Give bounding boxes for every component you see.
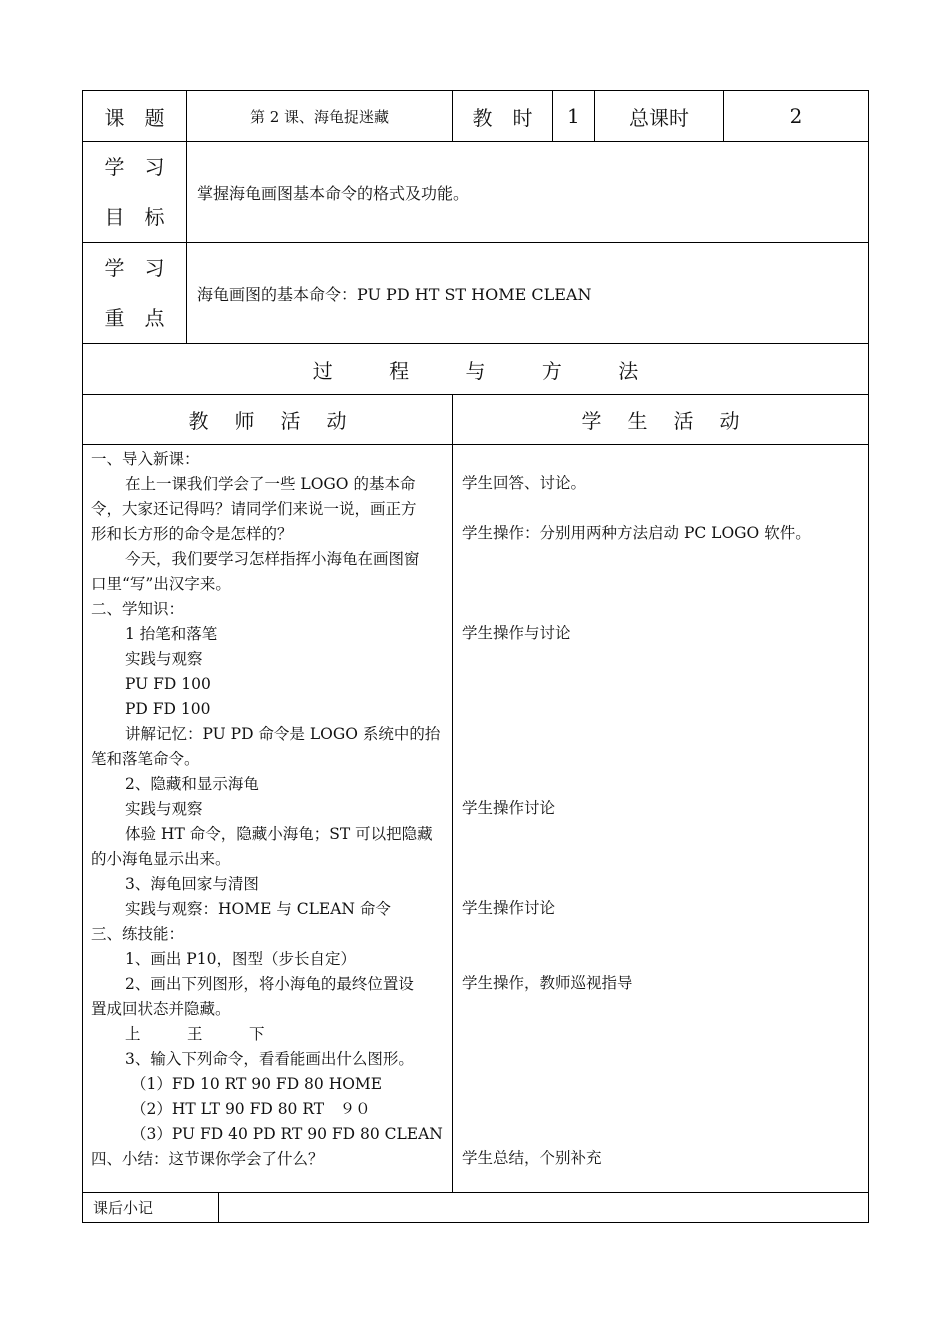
process-char: 法 — [618, 358, 639, 383]
teacher-line: 笔和落笔命令。 — [91, 750, 200, 768]
student-activity-header — [453, 395, 869, 445]
teacher-line: 一、导入新课： — [91, 450, 200, 468]
topic-label: 课 题 — [83, 91, 187, 142]
total-hours-value: 2 — [724, 91, 869, 142]
student-note: 学生总结，个别补充 — [462, 1149, 602, 1167]
student-note: 学生操作讨论 — [462, 899, 556, 917]
total-hours-label: 总课时 — [595, 91, 724, 142]
focus-label-line2: 重 点 — [104, 306, 165, 330]
teacher-header-char: 活 — [280, 409, 301, 433]
teacher-line: （3）PU FD 40 PD RT 90 FD 80 CLEAN — [131, 1125, 443, 1143]
teacher-line: 3、海龟回家与清图 — [125, 875, 259, 893]
teacher-line: 1、画出 P10，图型（步长自定） — [125, 950, 356, 968]
teacher-activity-header — [83, 395, 453, 445]
process-char: 与 — [465, 358, 486, 383]
shape-char-xia: 下 — [249, 1025, 265, 1043]
teacher-line: 实践与观察 — [125, 800, 203, 818]
teacher-line: 三、练技能： — [91, 925, 185, 943]
teacher-line: PU FD 100 — [125, 675, 211, 693]
focus-row — [83, 243, 869, 344]
hours-value: 1 — [553, 91, 595, 142]
teacher-activities — [83, 445, 453, 1193]
teacher-line: 的小海龟显示出来。 — [91, 850, 231, 868]
after-class-notes-label: 课后小记 — [83, 1193, 219, 1223]
footer-row — [83, 1193, 869, 1223]
student-header-char: 学 — [581, 409, 602, 433]
teacher-line: 2、画出下列图形，将小海龟的最终位置设 — [125, 975, 414, 993]
shape-char-wang: 王 — [187, 1025, 203, 1043]
goals-label-line1: 学 习 — [104, 155, 165, 179]
process-char: 程 — [389, 358, 410, 383]
teacher-line: 今天，我们要学习怎样指挥小海龟在画图窗 — [125, 550, 420, 568]
teacher-line: 口里“写”出汉字来。 — [91, 575, 231, 593]
teacher-line: 3、输入下列命令，看看能画出什么图形。 — [125, 1050, 414, 1068]
teacher-line-shapes — [91, 1022, 446, 1047]
teacher-line: （2）HT LT 90 FD 80 RT ９０ — [131, 1100, 371, 1118]
teacher-line: 讲解记忆：PU PD 命令是 LOGO 系统中的抬 — [125, 725, 441, 743]
teacher-line: 在上一课我们学会了一些 LOGO 的基本命 — [125, 475, 416, 493]
goals-text: 掌握海龟画图基本命令的格式及功能。 — [187, 142, 869, 243]
process-row — [83, 344, 869, 395]
teacher-line: 形和长方形的命令是怎样的？ — [91, 525, 293, 543]
goals-row — [83, 142, 869, 243]
teacher-line: （1）FD 10 RT 90 FD 80 HOME — [131, 1075, 383, 1093]
activities-row — [83, 445, 869, 1193]
teacher-line: 置成回状态并隐藏。 — [91, 1000, 231, 1018]
goals-label-line2: 目 标 — [104, 205, 165, 229]
student-header-char: 动 — [719, 409, 740, 433]
lesson-plan-table — [82, 90, 869, 1223]
teacher-line: 实践与观察 — [125, 650, 203, 668]
focus-text: 海龟画图的基本命令：PU PD HT ST HOME CLEAN — [187, 243, 869, 344]
teacher-header-char: 师 — [234, 409, 255, 433]
focus-label-line1: 学 习 — [104, 256, 165, 280]
student-note: 学生操作，教师巡视指导 — [462, 974, 633, 992]
focus-label — [83, 243, 187, 344]
goals-label — [83, 142, 187, 243]
teacher-line: 1 抬笔和落笔 — [125, 625, 218, 643]
process-char: 过 — [312, 358, 333, 383]
activity-header-row — [83, 395, 869, 445]
process-char: 方 — [541, 358, 562, 383]
lesson-plan-page — [82, 90, 868, 1223]
shape-char-shang: 上 — [125, 1025, 141, 1043]
teacher-line: 二、学知识： — [91, 600, 185, 618]
student-note: 学生回答、讨论。 — [462, 474, 587, 492]
teacher-line: 体验 HT 命令，隐藏小海龟；ST 可以把隐藏 — [125, 825, 433, 843]
student-header-char: 生 — [627, 409, 648, 433]
process-title — [83, 344, 869, 395]
after-class-notes-field — [219, 1193, 869, 1223]
topic-value: 第 2 课、海龟捉迷藏 — [187, 91, 453, 142]
student-note: 学生操作讨论 — [462, 799, 556, 817]
teacher-line: 2、隐藏和显示海龟 — [125, 775, 259, 793]
teacher-header-char: 教 — [188, 409, 209, 433]
teacher-line: 令，大家还记得吗？请同学们来说一说，画正方 — [91, 500, 417, 518]
student-header-char: 活 — [673, 409, 694, 433]
teacher-line: PD FD 100 — [125, 700, 211, 718]
hours-label: 教 时 — [453, 91, 553, 142]
teacher-line: 实践与观察：HOME 与 CLEAN 命令 — [125, 900, 391, 918]
teacher-line: 四、小结：这节课你学会了什么？ — [91, 1150, 324, 1168]
student-note: 学生操作：分别用两种方法启动 PC LOGO 软件。 — [462, 524, 811, 542]
header-row — [83, 91, 869, 142]
student-activities — [453, 445, 869, 1193]
student-note: 学生操作与讨论 — [462, 624, 571, 642]
teacher-header-char: 动 — [326, 409, 347, 433]
